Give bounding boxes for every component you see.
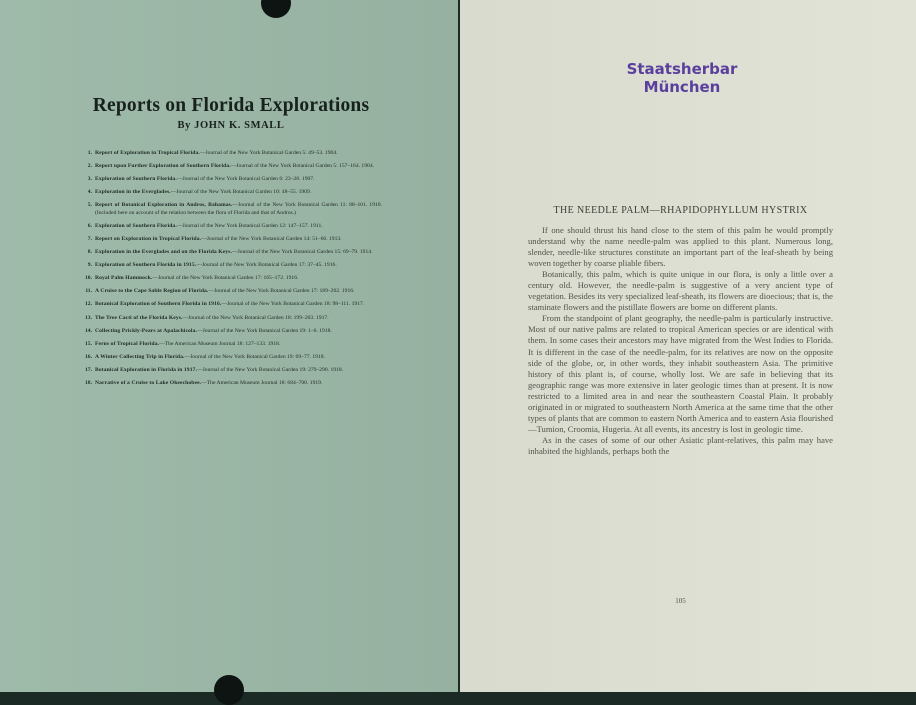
report-title: Report of Exploration in Tropical Florida.	[95, 150, 200, 156]
report-citation: —Journal of the New York Botanical Garden 10: 48–55. 1909.	[170, 189, 312, 196]
report-entry	[95, 328, 382, 335]
report-citation: —Journal of the New York Botanical Garden 19: 1–6. 1918.	[196, 327, 332, 334]
report-item	[80, 236, 382, 243]
report-citation: —Journal of the New York Botanical Garden 12: 147–157. 1911.	[176, 222, 323, 229]
report-entry	[95, 249, 382, 256]
report-entry	[95, 380, 382, 387]
cover-title: Reports on Florida Explorations	[92, 95, 370, 116]
report-number: 16.	[85, 353, 92, 360]
report-citation: —Journal of the New York Botanical Garden 17: 189–202. 1916.	[208, 288, 355, 295]
report-entry	[95, 341, 382, 348]
report-title: Report on Exploration in Tropical Florida.	[95, 235, 202, 242]
report-title: Collecting Prickly-Pears at Apalachicola.	[95, 327, 197, 334]
report-entry	[95, 150, 382, 157]
report-item	[80, 150, 382, 157]
report-citation: —Journal of the New York Botanical Garden 19: 279–290. 1918.	[197, 366, 344, 373]
report-number: 11.	[85, 288, 92, 295]
report-entry	[95, 262, 382, 269]
report-number: 10.	[85, 275, 92, 282]
article-title: THE NEEDLE PALM—RHAPIDOPHYLLUM HYSTRIX	[553, 205, 808, 216]
report-title: Ferns of Tropical Florida.	[95, 340, 160, 347]
report-item	[80, 315, 382, 322]
report-number: 8.	[87, 249, 92, 256]
stamp-line-2: München	[643, 78, 721, 96]
report-citation: —Journal of the New York Botanical Garden 15: 69–79. 1914.	[232, 249, 373, 256]
report-citation: —Journal of the New York Botanical Garden 5: 49–53. 1904.	[199, 150, 338, 156]
report-item	[80, 189, 382, 196]
report-citation: —Journal of the New York Botanical Garden 18: 98–111. 1917.	[221, 301, 365, 308]
report-number: 3.	[87, 176, 92, 183]
report-title: Exploration in the Everglades.	[95, 189, 171, 196]
report-number: 6.	[87, 222, 92, 229]
report-number: 18.	[85, 380, 92, 386]
report-citation: —Journal of the New York Botanical Garden 17: 37–45. 1916.	[196, 262, 337, 269]
report-item	[80, 380, 382, 387]
report-number: 1.	[87, 150, 92, 156]
cover-author: By JOHN K. SMALL	[177, 120, 285, 131]
report-title: Exploration of Southern Florida in 1915.	[95, 262, 197, 269]
report-item	[80, 202, 382, 217]
report-entry	[95, 354, 382, 361]
report-citation: —Journal of the New York Botanical Garden 19: 69–77. 1918.	[184, 353, 325, 360]
report-title: Botanical Exploration in Florida in 1917.	[95, 366, 198, 373]
report-item	[80, 275, 382, 282]
stamp-line-1: Staatsherbar	[626, 60, 738, 78]
report-entry	[95, 223, 382, 230]
report-title: Report of Botanical Exploration in Andros, Bahamas.	[95, 202, 233, 209]
report-number: 2.	[87, 163, 92, 170]
report-title: Exploration of Southern Florida.	[95, 176, 177, 183]
article-paragraph: From the standpoint of plant geography, the needle-palm is particularly instructive. Most of our native palms are related to tropical American species or are identical with them. In some cases their ancestors may have migrated from the West Indies to Florida. It is different in the case of the needle-palm, for its relatives are now on the opposite side of the globe, or, in other words, they inhabit southeastern Asia. The primitive history of this plant is, of course, wholly lost. We are safe in believing that its geographic range was more extensive in later geologic times than at present. It is now restricted to a limited area in and near the southeastern Coastal Plain. It probably originated in or migrated to southeastern North America at the same time that the other types of plants that are common to eastern North America and to eastern Asia flourished—Tumion, Croomia, Hugeria. At all events, its ancestry is lost in geologic time.	[528, 313, 833, 434]
report-title: Exploration in the Everglades and on the Florida Keys.	[95, 249, 233, 256]
report-citation: —Journal of the New York Botanical Garden 18: 199–203. 1917.	[182, 314, 329, 321]
report-number: 7.	[87, 235, 92, 242]
reports-list	[80, 150, 382, 393]
report-entry	[95, 288, 382, 295]
report-citation: —Journal of the New York Botanical Garden 6: 23–28. 1907.	[176, 176, 315, 183]
report-entry	[95, 176, 382, 183]
article-body	[528, 225, 833, 457]
report-number: 5.	[87, 202, 92, 209]
report-item	[80, 249, 382, 256]
report-entry	[95, 315, 382, 322]
report-item	[80, 163, 382, 170]
report-entry	[95, 301, 382, 308]
binding-hole	[214, 675, 244, 705]
report-number: 4.	[87, 189, 92, 196]
report-number: 9.	[87, 262, 92, 269]
report-title: Royal Palm Hammock.	[95, 275, 153, 282]
report-title: The Tree Cacti of the Florida Keys.	[95, 314, 183, 321]
report-title: Botanical Exploration of Southern Florida in 1916.	[95, 301, 222, 308]
page-number: 105	[675, 597, 686, 605]
report-item	[80, 341, 382, 348]
report-number: 13.	[85, 314, 92, 321]
report-item	[80, 354, 382, 361]
report-item	[80, 367, 382, 374]
report-entry	[95, 189, 382, 196]
report-entry	[95, 275, 382, 282]
report-entry	[95, 367, 382, 374]
report-number: 17.	[85, 366, 92, 373]
report-title: A Cruise to the Cape Sable Region of Florida.	[95, 288, 209, 295]
report-entry	[95, 163, 382, 170]
article-paragraph: If one should thrust his hand close to the stem of this palm he would promptly understand why the name needle-palm was applied to this plant. Numerous long, slender, needle-like structures constitute an important part of the leaf-sheath by being woven together by coarse pliable fibers.	[528, 225, 833, 269]
report-number: 15.	[85, 340, 92, 347]
report-number: 14.	[85, 327, 92, 334]
report-citation: —Journal of the New York Botanical Garden 11: 88–101. 1910. (Included here on account of the relation between the flora of Florida and that of Andros.)	[95, 202, 382, 216]
report-citation: —Journal of the New York Botanical Garden 17: 165–172. 1916.	[152, 275, 299, 282]
report-item	[80, 176, 382, 183]
report-title: A Winter Collecting Trip in Florida.	[95, 353, 185, 360]
report-title: Exploration of Southern Florida.	[95, 222, 177, 229]
herbarium-stamp	[614, 60, 750, 96]
report-item	[80, 301, 382, 308]
report-item	[80, 288, 382, 295]
report-title: Narrative of a Cruise to Lake Okeechobee.	[95, 380, 202, 386]
report-citation: —The American Museum Journal 18: 684–700. 1919.	[201, 380, 323, 386]
report-item	[80, 223, 382, 230]
report-citation: —Journal of the New York Botanical Garden 5: 157–164. 1904.	[230, 163, 375, 170]
report-item	[80, 328, 382, 335]
article-paragraph: Botanically, this palm, which is quite unique in our flora, is only a little over a century old. However, the needle-palm is suggestive of a very ancient type of vegetation. Besides its very specialized leaf-sheath, its flowers are dioecious; that is, the staminate flowers and the pistillate flowers are borne on different plants.	[528, 269, 833, 313]
report-number: 12.	[85, 301, 92, 308]
left-page-cover	[0, 0, 458, 692]
article-paragraph: As in the cases of some of our other Asiatic plant-relatives, this palm may have inhabited the highlands, perhaps both the	[528, 434, 833, 456]
report-citation: —The American Museum Journal 18: 127–133. 1918.	[159, 340, 281, 347]
report-title: Report upon Further Exploration of Southern Florida.	[95, 163, 231, 170]
report-item	[80, 262, 382, 269]
report-entry	[95, 236, 382, 243]
report-citation: —Journal of the New York Botanical Garden 14: 51–66. 1913.	[201, 235, 342, 242]
report-entry	[95, 202, 382, 217]
